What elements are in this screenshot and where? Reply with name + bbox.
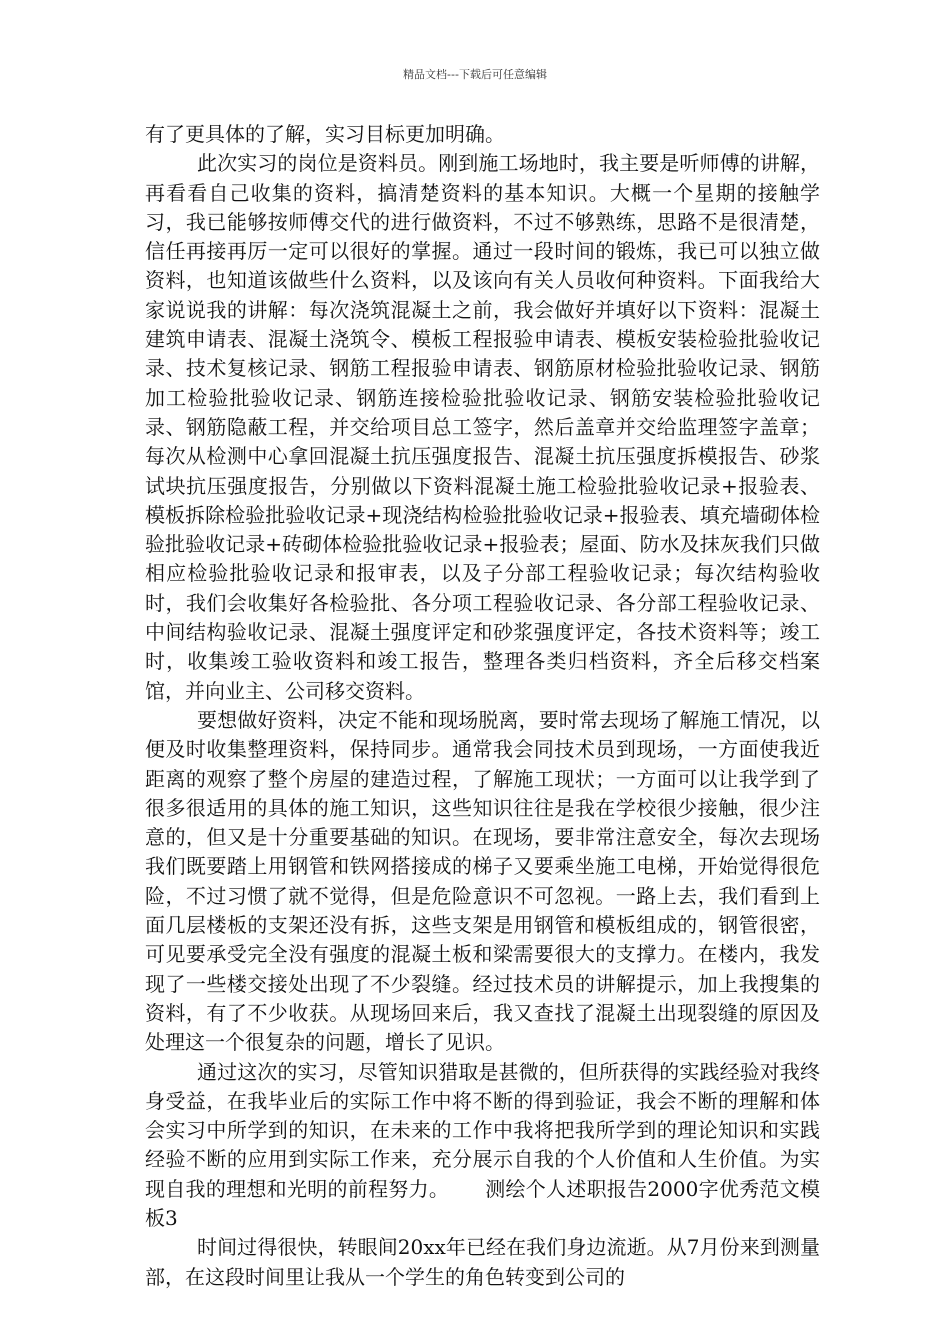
page-header: 精品文档---下载后可任意编辑 bbox=[403, 68, 547, 81]
paragraph-2: 要想做好资料，决定不能和现场脱离，要时常去现场了解施工情况，以便及时收集整理资料，保持同步。通常我会同技术员到现场，一方面使我近距离的观察了整个房屋的建造过程，了解施工现状；一方面可以让我学到了很多很适用的具体的施工知识，这些知识往往是我在学校很少接触，很少注意的，但又是十分重要基础的知识。在现场，要非常注意安全，每次去现场我们既要踏上用钢管和铁网搭接成的梯子又要乘坐施工电梯，开始觉得很危险，不过习惯了就不觉得，但是危险意识不可忽视。一路上去，我们看到上面几层楼板的支架还没有拆，这些支架是用钢管和模板组成的，钢管很密，可见要承受完全没有强度的混凝土板和梁需要很大的支撑力。在楼内，我发现了一些楼交接处出现了不少裂缝。经过技术员的讲解提示，加上我搜集的资料，有了不少收获。从现场回来后，我又查找了混凝土出现裂缝的原因及处理这一个很复杂的问题，增长了见识。 bbox=[145, 707, 820, 1055]
document-body bbox=[145, 120, 820, 1292]
paragraph-0: 有了更具体的了解，实习目标更加明确。 bbox=[145, 122, 505, 146]
paragraph-3 bbox=[145, 1058, 820, 1234]
paragraph-4: 时间过得很快，转眼间20xx年已经在我们身边流逝。从7月份来到测量部，在这段时间里让我从一个学生的角色转变到公司的 bbox=[145, 1235, 820, 1289]
paragraph-1: 此次实习的岗位是资料员。刚到施工场地时，我主要是听师傅的讲解，再看看自己收集的资料，搞清楚资料的基本知识。大概一个星期的接触学习，我已能够按师傅交代的进行做资料，不过不够熟练，思路不是很清楚，信任再接再厉一定可以很好的掌握。通过一段时间的锻炼，我已可以独立做资料，也知道该做些什么资料，以及该向有关人员收何种资料。下面我给大家说说我的讲解：每次浇筑混凝土之前，我会做好并填好以下资料：混凝土建筑申请表、混凝土浇筑令、模板工程报验申请表、模板安装检验批验收记录、技术复核记录、钢筋工程报验申请表、钢筋原材检验批验收记录、钢筋加工检验批验收记录、钢筋连接检验批验收记录、钢筋安装检验批验收记录、钢筋隐蔽工程，并交给项目总工签字，然后盖章并交给监理签字盖章；每次从检测中心拿回混凝土抗压强度报告、混凝土抗压强度拆模报告、砂浆试块抗压强度报告，分别做以下资料混凝土施工检验批验收记录+报验表、模板拆除检验批验收记录+现浇结构检验批验收记录+报验表、填充墙砌体检验批验收记录+砖砌体检验批验收记录+报验表；屋面、防水及抹灰我们只做相应检验批验收记录和报审表，以及子分部工程验收记录；每次结构验收时，我们会收集好各检验批、各分项工程验收记录、各分部工程验收记录、中间结构验收记录、混凝土强度评定和砂浆强度评定，各技术资料等；竣工时，收集竣工验收资料和竣工报告，整理各类归档资料，齐全后移交档案馆，并向业主、公司移交资料。 bbox=[145, 151, 820, 703]
paragraph-3-text: 通过这次的实习，尽管知识猎取是甚微的，但所获得的实践经验对我终身受益，在我毕业后的实际工作中将不断的得到验证，我会不断的理解和体会实习中所学到的知识，在未来的工作中我将把我所学到的理论知识和实践经验不断的应用到实际工作来，充分展示自我的个人价值和人生价值。为实现自我的理想和光明的前程努力。 bbox=[145, 1059, 820, 1201]
section-title: 测绘个人述职报告2000字优秀范文模板3 bbox=[145, 1176, 820, 1230]
